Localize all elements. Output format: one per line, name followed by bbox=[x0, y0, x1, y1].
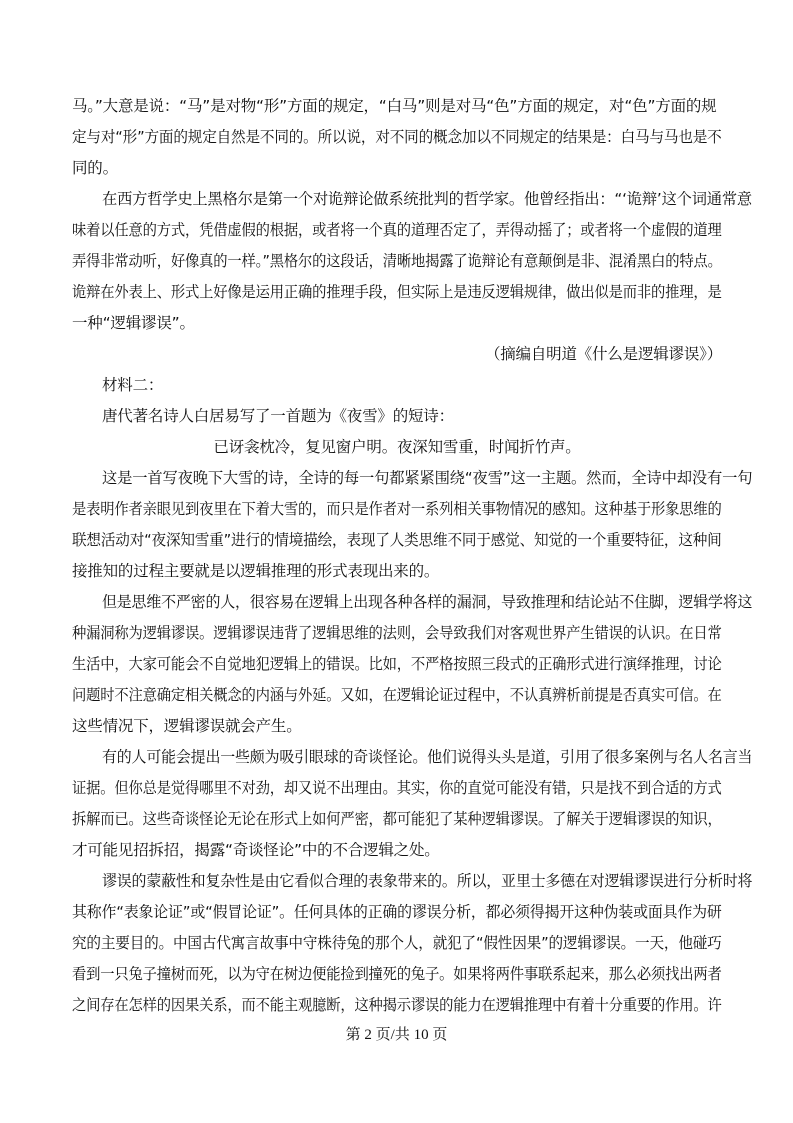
paragraph-line: 证据。但你总是觉得哪里不对劲，却又说不出理由。其实，你的直觉可能没有错，只是找不到合适的方式 bbox=[72, 779, 722, 797]
paragraph-line: 种漏洞称为逻辑谬误。逻辑谬误违背了逻辑思维的法则，会导致我们对客观世界产生错误的认识。在日常 bbox=[72, 624, 722, 642]
paragraph-line: 同的。 bbox=[72, 159, 118, 177]
paragraph-line: 联想活动对“夜深知雪重”进行的情境描绘，表现了人类思维不同于感觉、知觉的一个重要特征，这种间 bbox=[72, 531, 722, 549]
paragraph-line: 谬误的蒙蔽性和复杂性是由它看似合理的表象带来的。所以，亚里士多德在对逻辑谬误进行分析时将 bbox=[102, 872, 753, 890]
paragraph-line: 在西方哲学史上黑格尔是第一个对诡辩论做系统批判的哲学家。他曾经指出：“‘诡辩’这个词通常意 bbox=[102, 190, 752, 208]
paragraph-line: 但是思维不严密的人，很容易在逻辑上出现各种各样的漏洞，导致推理和结论站不住脚，逻辑学将这 bbox=[102, 593, 753, 611]
paragraph-line: 看到一只兔子撞树而死，以为守在树边便能捡到撞死的兔子。如果将两件事联系起来，那么必须找出两者 bbox=[72, 965, 722, 983]
poem-line: 已讶衾枕冷，复见窗户明。夜深知雪重，时闻折竹声。 bbox=[213, 438, 581, 456]
paragraph-line: 这是一首写夜晚下大雪的诗，全诗的每一句都紧紧围绕“夜雪”这一主题。然而，全诗中却没有一句 bbox=[102, 469, 753, 487]
paragraph-line: 接推知的过程主要就是以逻辑推理的形式表现出来的。 bbox=[72, 562, 440, 580]
paragraph-line: 有的人可能会提出一些颇为吸引眼球的奇谈怪论。他们说得头头是道，引用了很多案例与名人名言当 bbox=[102, 748, 753, 766]
paragraph-line: 诡辩在外表上、形式上好像是运用正确的推理手段，但实际上是违反逻辑规律，做出似是而非的推理，是 bbox=[72, 283, 722, 301]
paragraph-line: 马。”大意是说：“马”是对物“形”方面的规定，“白马”则是对马“色”方面的规定，对“色”方面的规 bbox=[72, 97, 717, 115]
paragraph-line: 一种“逻辑谬误”。 bbox=[72, 314, 195, 332]
paragraph-line: 是表明作者亲眼见到夜里在下着大雪的，而只是作者对一系列相关事物情况的感知。这种基于形象思维的 bbox=[72, 500, 722, 518]
paragraph-line: 才可能见招拆招，揭露“奇谈怪论”中的不合逻辑之处。 bbox=[72, 841, 440, 859]
paragraph-line: 味着以任意的方式，凭借虚假的根据，或者将一个真的道理否定了，弄得动摇了；或者将一个虚假的道理 bbox=[72, 221, 722, 239]
paragraph-line: 其称作“表象论证”或“假冒论证”。任何具体的正确的谬误分析，都必须得揭开这种伪装或面具作为研 bbox=[72, 903, 722, 921]
paragraph-line: 究的主要目的。中国古代寓言故事中守株待兔的那个人，就犯了“假性因果”的逻辑谬误。一天，他碰巧 bbox=[72, 934, 722, 952]
section-heading: 材料二： bbox=[102, 376, 164, 394]
paragraph-line: 唐代著名诗人白居易写了一首题为《夜雪》的短诗： bbox=[102, 407, 454, 425]
paragraph-line: 问题时不注意确定相关概念的内涵与外延。又如，在逻辑论证过程中，不认真辨析前提是否真实可信。在 bbox=[72, 686, 722, 704]
paragraph-line: 之间存在怎样的因果关系，而不能主观臆断，这种揭示谬误的能力在逻辑推理中有着十分重要的作用。许 bbox=[72, 996, 722, 1014]
citation: （摘编自明道《什么是逻辑谬误》） bbox=[484, 345, 722, 363]
paragraph-line: 拆解而已。这些奇谈怪论无论在形式上如何严密，都可能犯了某种逻辑谬误。了解关于逻辑谬误的知识， bbox=[72, 810, 722, 828]
paragraph-line: 弄得非常动听，好像真的一样。”黑格尔的这段话，清晰地揭露了诡辩论有意颠倒是非、混淆黑白的特点。 bbox=[72, 252, 722, 270]
paragraph-line: 生活中，大家可能会不自觉地犯逻辑上的错误。比如，不严格按照三段式的正确形式进行演绎推理，讨论 bbox=[72, 655, 722, 673]
paragraph-line: 这些情况下，逻辑谬误就会产生。 bbox=[72, 717, 302, 735]
page-number-footer: 第 2 页/共 10 页 bbox=[345, 1027, 448, 1043]
paragraph-line: 定与对“形”方面的规定自然是不同的。所以说，对不同的概念加以不同规定的结果是：白马与马也是不 bbox=[72, 128, 722, 146]
